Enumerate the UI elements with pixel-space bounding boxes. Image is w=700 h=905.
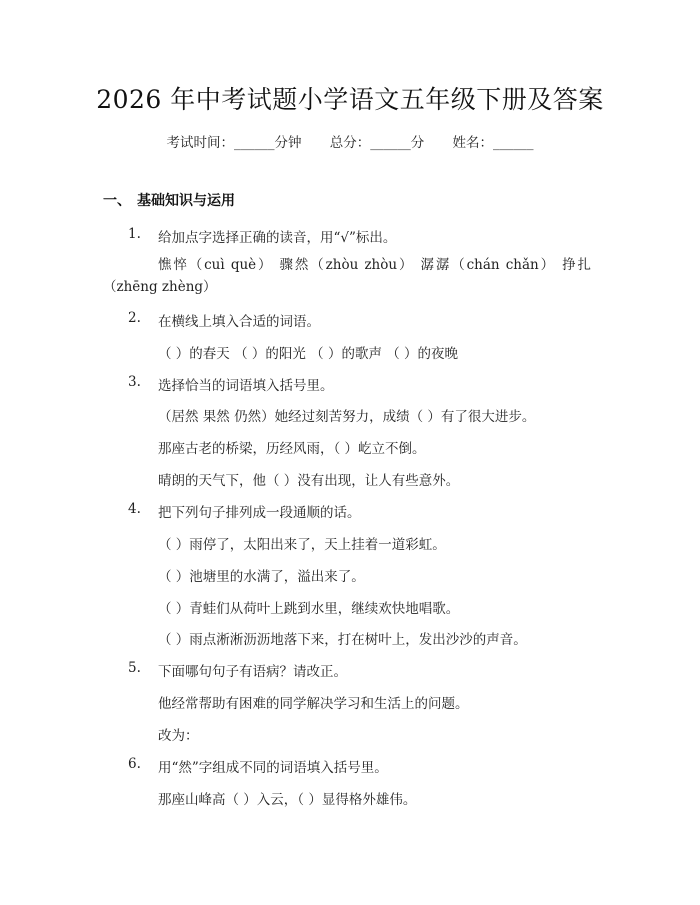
- question-prompt: 下面哪句句子有语病？请改正。: [158, 664, 347, 680]
- question-prompt: 把下列句子排列成一段通顺的话。: [158, 505, 361, 521]
- question-prompt: 在横线上填入合适的词语。: [158, 314, 320, 330]
- answer-label: 改为：: [158, 728, 199, 744]
- exam-meta: [0, 131, 700, 151]
- page-title: 2026 年中考试题小学语文五年级下册及答案: [96, 85, 604, 114]
- question-prompt: 用“然”字组成不同的词语填入括号里。: [158, 760, 388, 776]
- question-number: 5.: [128, 660, 141, 676]
- question-line: 晴朗的天气下，他（ ）没有出现，让人有些意外。: [158, 473, 460, 489]
- section-number: 一、: [103, 193, 131, 209]
- question-line: （ ）的春天 （ ）的阳光 （ ）的歌声 （ ）的夜晚: [158, 346, 459, 362]
- section-title: 基础知识与运用: [137, 193, 235, 209]
- question-line: 他经常帮助有困难的同学解决学习和生活上的问题。: [158, 696, 469, 712]
- question-line: 那座山峰高（ ）入云，（ ）显得格外雄伟。: [158, 792, 417, 808]
- student-name-field: 姓名：______: [452, 135, 534, 151]
- question-line: （ ）池塘里的水满了，溢出来了。: [158, 569, 365, 585]
- question-line: [103, 254, 591, 298]
- pinyin-options: 憔悴（cuì què） 骤然（zhòu zhòu） 潺潺（chán chǎn） 挣扎（zhēng zhèng）: [103, 257, 591, 295]
- question-line: 那座古老的桥梁，历经风雨，（ ）屹立不倒。: [158, 441, 426, 457]
- question-number: 4.: [128, 501, 141, 517]
- section-heading: [103, 190, 235, 210]
- question-line: （ ）青蛙们从荷叶上跳到水里，继续欢快地唱歌。: [158, 601, 460, 617]
- question-number: 2.: [128, 310, 141, 326]
- question-line: （ ）雨停了，太阳出来了，天上挂着一道彩虹。: [158, 537, 446, 553]
- question-prompt: 选择恰当的词语填入括号里。: [158, 378, 334, 394]
- exam-time-field: 考试时间：______分钟: [166, 135, 302, 151]
- question-number: 1.: [128, 226, 141, 242]
- question-number: 3.: [128, 374, 141, 390]
- question-number: 6.: [128, 756, 141, 772]
- question-line: （居然 果然 仍然）她经过刻苦努力，成绩（ ）有了很大进步。: [158, 409, 536, 425]
- total-score-field: 总分：______分: [329, 135, 425, 151]
- question-prompt: 给加点字选择正确的读音，用“√”标出。: [158, 230, 397, 246]
- question-line: （ ）雨点淅淅沥沥地落下来，打在树叶上，发出沙沙的声音。: [158, 632, 527, 648]
